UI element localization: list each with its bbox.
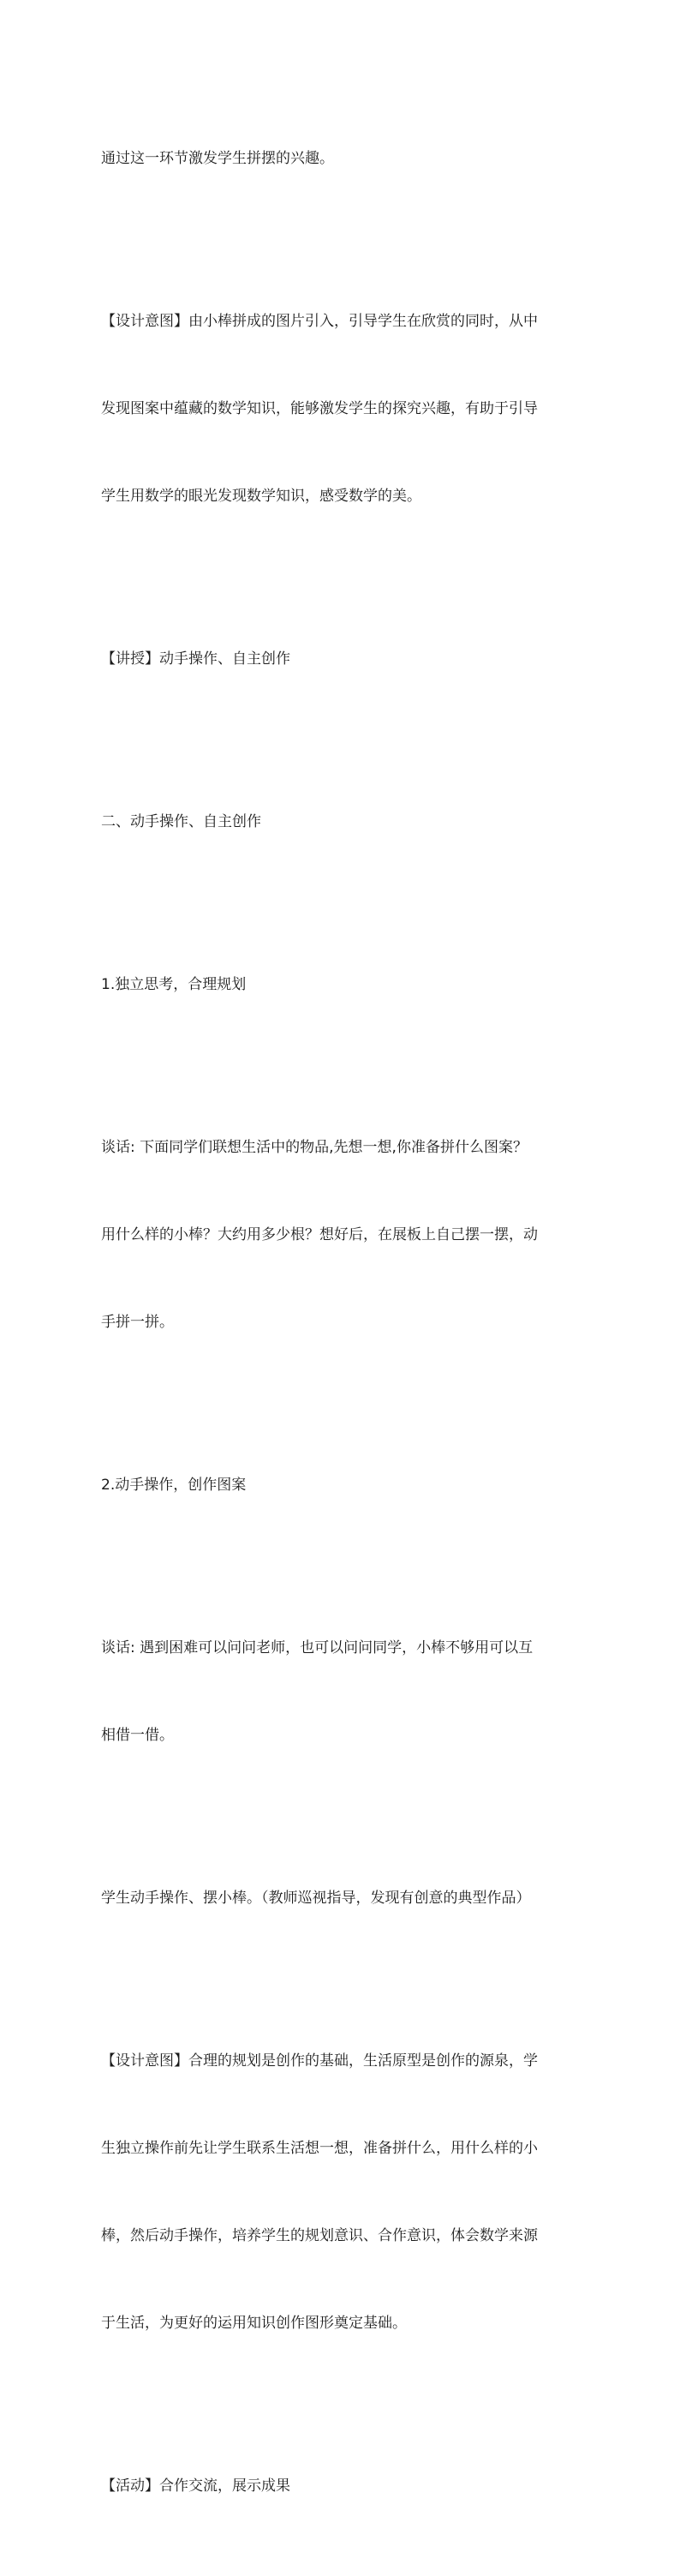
text-line: 于生活，为更好的运用知识创作图形奠定基础。: [101, 2315, 407, 2332]
paragraph-talk-2: [101, 1575, 586, 1808]
subheading-1: [101, 912, 586, 1057]
document-page: [101, 86, 586, 2576]
paragraph-activity-heading: [101, 2413, 586, 2559]
text-line: 谈话: 下面同学们联想生活中的物品,先想一想,你准备拼什么图案？: [101, 1139, 528, 1156]
text-line: 生独立操作前先让学生联系生活想一想，准备拼什么，用什么样的小: [101, 2140, 538, 2157]
text-line: 【设计意图】由小棒拼成的图片引入，引导学生在欣赏的同时，从中: [101, 313, 538, 330]
text-line: 二、动手操作、自主创作: [101, 813, 261, 830]
text-line: 相借一借。: [101, 1727, 174, 1744]
paragraph-lecture-heading: [101, 586, 586, 732]
paragraph-talk-1: [101, 1075, 586, 1395]
text-line: 【活动】合作交流，展示成果: [101, 2477, 290, 2495]
text-line: 用什么样的小棒？大约用多少根？想好后，在展板上自己摆一摆，动: [101, 1226, 538, 1243]
text-line: 谈话: 遇到困难可以问问老师，也可以问问同学，小棒不够用可以互: [101, 1639, 534, 1656]
paragraph-intro: [101, 86, 586, 231]
text-line: 学生动手操作、摆小棒。（教师巡视指导，发现有创意的典型作品）: [101, 1890, 531, 1907]
text-line: 2.动手操作，创作图案: [101, 1477, 247, 1494]
section-heading-2: [101, 749, 586, 895]
text-line: 发现图案中蕴藏的数学知识，能够激发学生的探究兴趣，有助于引导: [101, 400, 538, 417]
paragraph-design-intent-2: [101, 1988, 586, 2396]
text-line: 【设计意图】合理的规划是创作的基础，生活原型是创作的源泉，学: [101, 2052, 538, 2070]
text-line: 手拼一拼。: [101, 1314, 174, 1331]
text-line: 1.独立思考，合理规划: [101, 976, 247, 993]
text-line: 棒，然后动手操作，培养学生的规划意识、合作意识，体会数学来源: [101, 2227, 538, 2244]
text-line: 【讲授】动手操作、自主创作: [101, 650, 290, 668]
paragraph-design-intent-1: [101, 249, 586, 569]
text-line: 通过这一环节激发学生拼摆的兴趣。: [101, 150, 334, 167]
text-line: 学生用数学的眼光发现数学知识，感受数学的美。: [101, 488, 421, 505]
paragraph-student-activity: [101, 1825, 586, 1971]
subheading-2: [101, 1412, 586, 1558]
